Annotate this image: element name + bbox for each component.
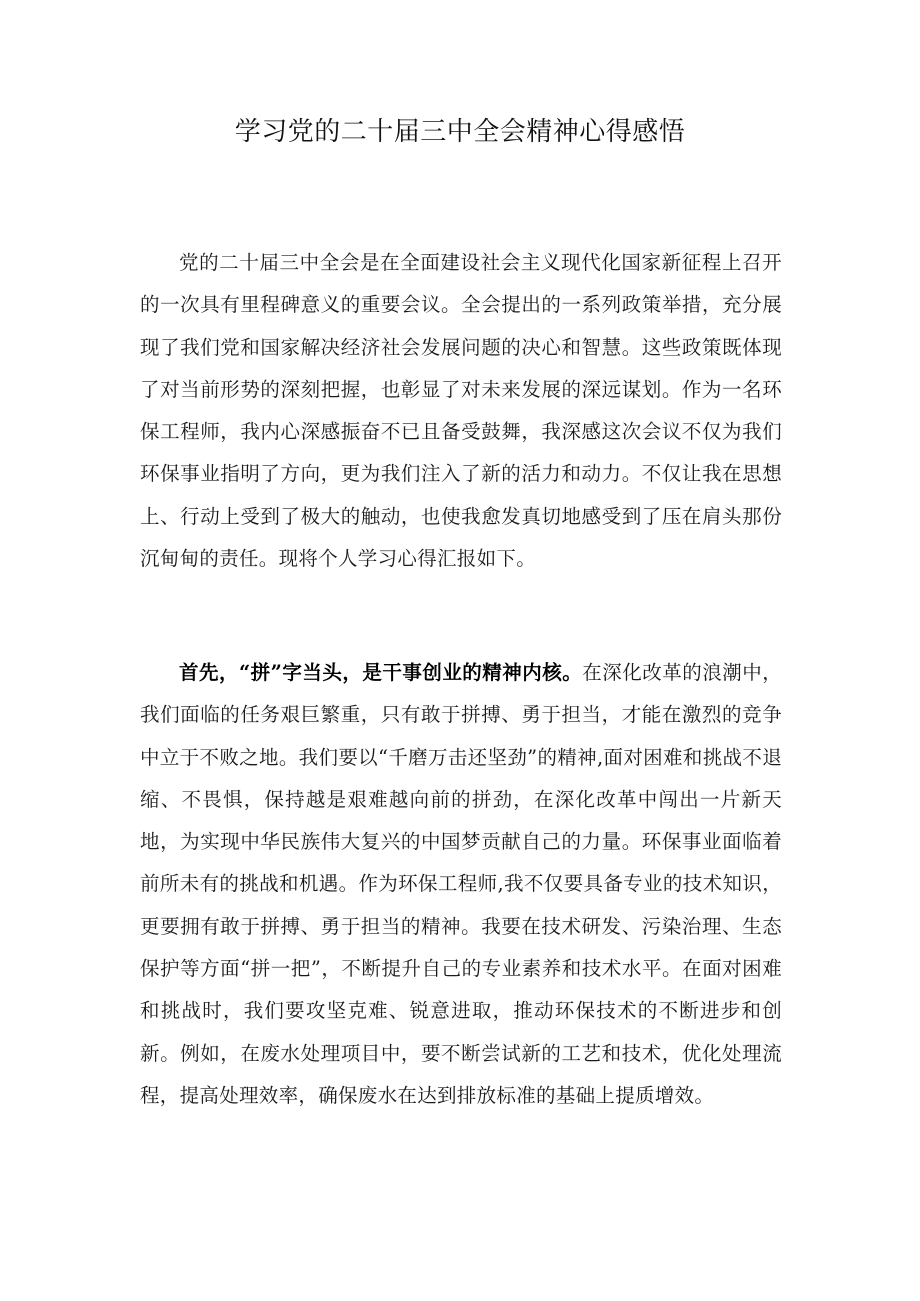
- document-title: 学习党的二十届三中全会精神心得感悟: [234, 117, 686, 147]
- paragraph-intro-text: 党的二十届三中全会是在全面建设社会主义现代化国家新征程上召开的一次具有里程碑意义的重要会议。全会提出的一系列政策举措，充分展现了我们党和国家解决经济社会发展问题的决心和智慧。这些政策既体现了对当前形势的深刻把握，也彰显了对未来发展的深远谋划。作为一名环保工程师，我内心深感振奋不已且备受鼓舞，我深感这次会议不仅为我们环保事业指明了方向，更为我们注入了新的活力和动力。不仅让我在思想上、行动上受到了极大的触动，也使我愈发真切地感受到了压在肩头那份沉甸甸的责任。现将个人学习心得汇报如下。: [140, 251, 782, 571]
- paragraph-intro: [140, 242, 782, 580]
- paragraph-first-point: [140, 652, 782, 1117]
- paragraph-first-point-lead: 首先，“拼”字当头，是干事创业的精神内核。: [179, 661, 583, 684]
- paragraph-first-point-text: 在深化改革的浪潮中，我们面临的任务艰巨繁重，只有敢于拼搏、勇于担当，才能在激烈的竞争中立于不败之地。我们要以“千磨万击还坚劲”的精神,面对困难和挑战不退缩、不畏惧，保持越是艰难越向前的拼劲，在深化改革中闯出一片新天地，为实现中华民族伟大复兴的中国梦贡献自己的力量。环保事业面临着前所未有的挑战和机遇。作为环保工程师,我不仅要具备专业的技术知识，更要拥有敢于拼搏、勇于担当的精神。我要在技术研发、污染治理、生态保护等方面“拼一把”，不断提升自己的专业素养和技术水平。在面对困难和挑战时，我们要攻坚克难、锐意进取，推动环保技术的不断进步和创新。例如，在废水处理项目中，要不断尝试新的工艺和技术，优化处理流程，提高处理效率，确保废水在达到排放标准的基础上提质增效。: [140, 661, 782, 1107]
